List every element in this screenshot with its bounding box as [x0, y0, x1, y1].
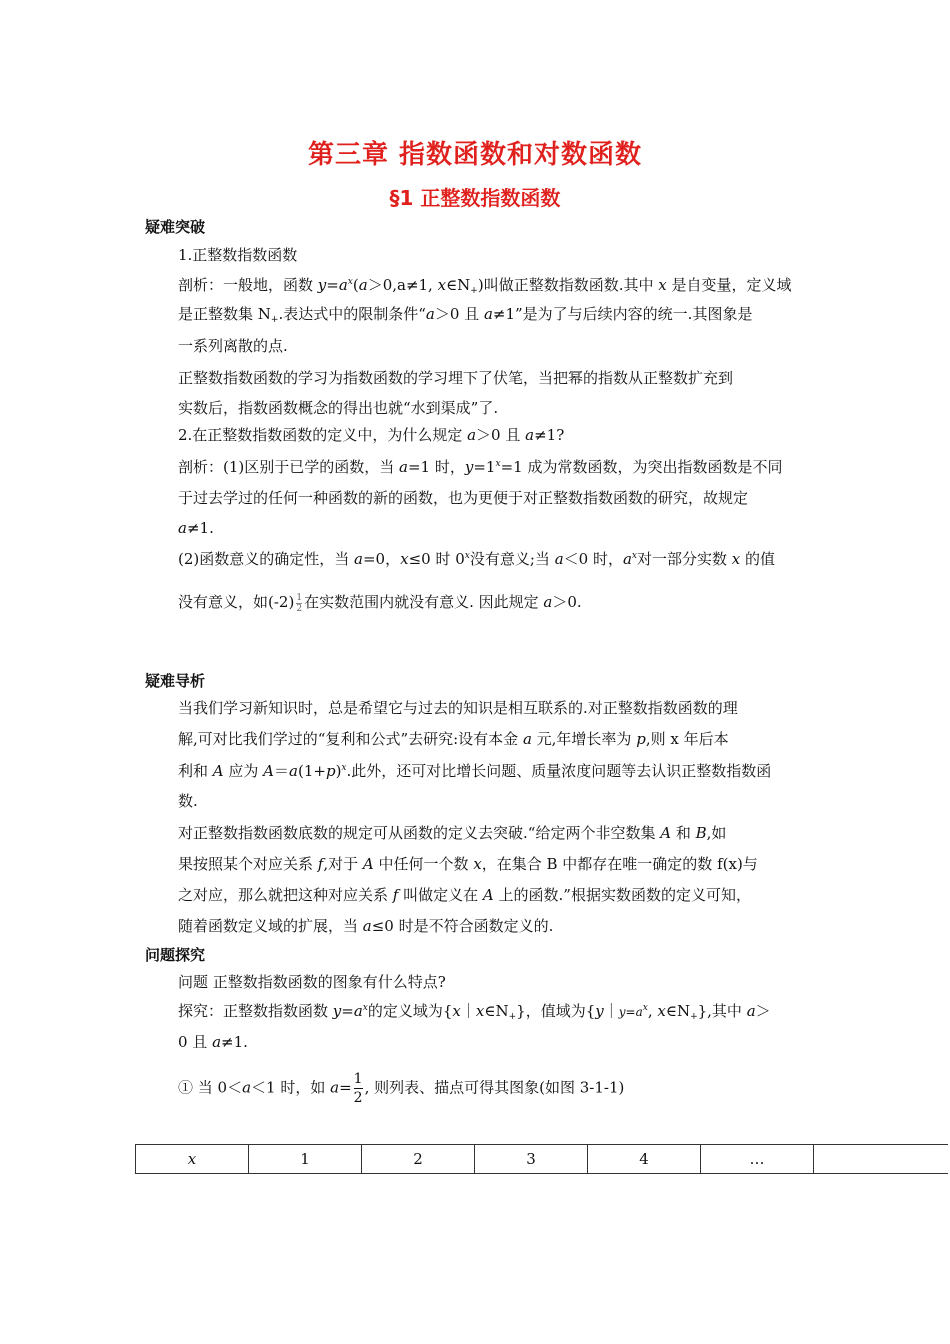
- paragraph-line: 正整数指数函数的学习为指数函数的学习埋下了伏笔，当把幂的指数从正整数扩充到: [178, 369, 734, 387]
- table-cell: 1: [249, 1145, 362, 1174]
- paragraph-line: 没有意义，如(-2) $\frac{1}{2}$ 在实数范围内就没有意义. 因此规定 a＞0.: [178, 592, 582, 614]
- paragraph-line: 对正整数指数函数底数的规定可从函数的定义去突破.“给定两个非空数集 A 和 B,如: [178, 824, 727, 842]
- paragraph-line: 解,可对比我们学过的“复利和公式”去研究:设有本金 a 元,年增长率为 p,则 x 年后本: [178, 730, 729, 748]
- table-cell: …: [701, 1145, 814, 1174]
- table-row: [136, 1145, 949, 1174]
- paragraph-line: (2)函数意义的确定性，当 a=0，x≤0 时 0$^x$没有意义;当 a＜0 时，$a^x$对一部分实数 x 的值: [178, 550, 776, 568]
- section-title: §1 正整数指数函数: [389, 186, 561, 210]
- paragraph-line: 0 且 a≠1.: [178, 1033, 248, 1051]
- paragraph-line: 探究：正整数指数函数 $y=a^x$的定义域为$\{x|x\in N_+\}$，值域为{$y|y=a^x$, $x\in N_+$},其中 a＞: [178, 1002, 771, 1022]
- table-cell: 2: [362, 1145, 475, 1174]
- paragraph-line: 一系列离散的点.: [178, 337, 288, 355]
- paragraph-line: 问题 正整数指数函数的图象有什么特点?: [178, 973, 446, 991]
- paragraph-line: 实数后，指数函数概念的得出也就“水到渠成”了.: [178, 399, 499, 417]
- paragraph-line: a≠1.: [178, 519, 214, 537]
- paragraph-line: 果按照某个对应关系 f,对于 A 中任何一个数 x，在集合 B 中都存在唯一确定的数 f(x)与: [178, 855, 758, 873]
- paragraph-line: 数.: [178, 792, 198, 810]
- paragraph-line: 于过去学过的任何一种函数的新的函数，也为更便于对正整数指数函数的研究，故规定: [178, 489, 749, 507]
- section-heading-guide: 疑难导析: [145, 672, 206, 690]
- fraction-exponent: $\frac{1}{2}$: [296, 592, 303, 614]
- paragraph-line: 剖析：一般地，函数 $y=a^x(a>0,a\ne 1$, $x\in N_+$)叫做正整数指数函数.其中 x 是自变量，定义域: [178, 276, 792, 296]
- table-cell: [814, 1145, 949, 1174]
- values-table: [135, 1144, 948, 1174]
- paragraph-line: 是正整数集 $N_+$.表达式中的限制条件“a＞0 且 a≠1”是为了与后续内容的统一.其图象是: [178, 305, 753, 325]
- paragraph-line: ① 当 0＜a＜1 时，如 a= $\frac{1}{2}$ , 则列表、描点可得其图象(如图 3-1-1): [178, 1071, 625, 1106]
- table-cell: 4: [588, 1145, 701, 1174]
- section-heading-inquiry: 问题探究: [145, 946, 206, 964]
- section-heading-difficulties: 疑难突破: [145, 218, 206, 236]
- paragraph-line: 随着函数定义域的扩展，当 a≤0 时是不符合函数定义的.: [178, 917, 554, 935]
- table-cell: 3: [475, 1145, 588, 1174]
- paragraph-line: 2.在正整数指数函数的定义中，为什么规定 a＞0 且 a≠1?: [178, 426, 565, 444]
- paragraph-line: 剖析：(1)区别于已学的函数，当 a=1 时，$y=1^x=1$ 成为常数函数，为突出指数函数是不同: [178, 458, 783, 476]
- paragraph-line: 之对应，那么就把这种对应关系 f 叫做定义在 A 上的函数.”根据实数函数的定义可知，: [178, 886, 751, 904]
- paragraph-line: 利和 A 应为 $A=a(1+p)^x$.此外，还可对比增长问题、质量浓度问题等去认识正整数指数函: [178, 762, 772, 780]
- paragraph-line: 当我们学习新知识时，总是希望它与过去的知识是相互联系的.对正整数指数函数的理: [178, 699, 738, 717]
- table-cell-x: x: [136, 1145, 249, 1174]
- chapter-title: 第三章 指数函数和对数函数: [307, 140, 643, 170]
- paragraph-line: 1.正整数指数函数: [178, 246, 298, 264]
- fraction-one-half: $\frac{1}{2}$: [353, 1071, 363, 1106]
